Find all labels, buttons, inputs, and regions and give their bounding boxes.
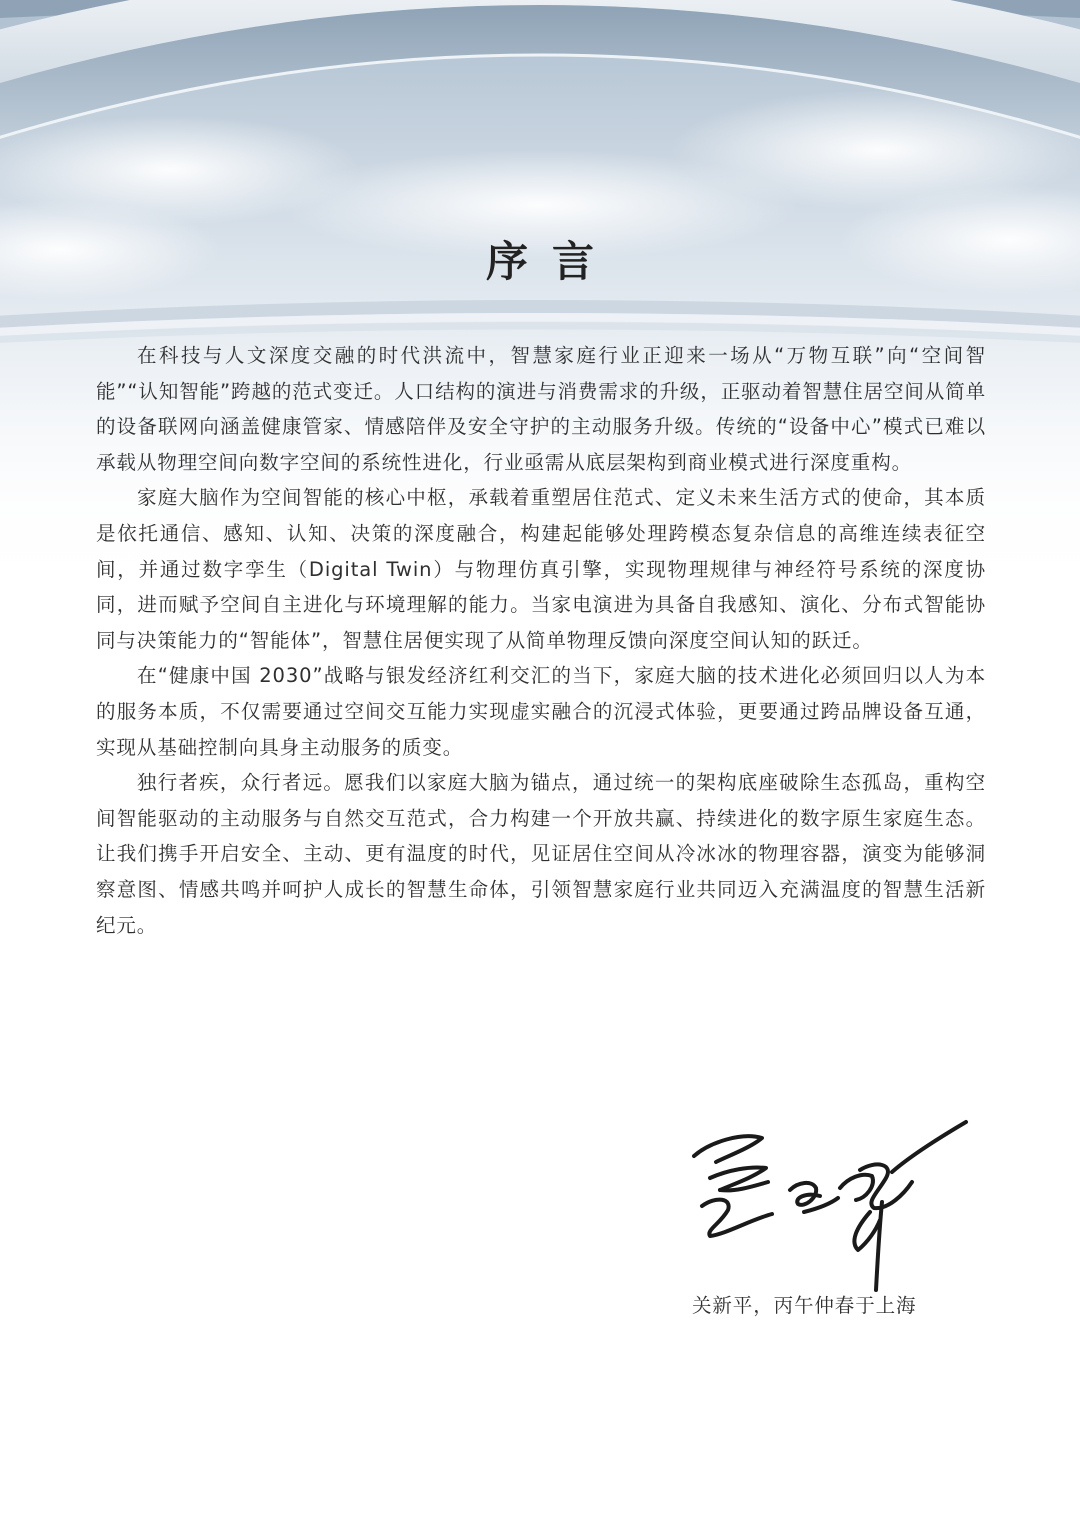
paragraph: 在“健康中国 2030”战略与银发经济红利交汇的当下，家庭大脑的技术进化必须回归以人为本的服务本质，不仅需要通过空间交互能力实现虚实融合的沉浸式体验，更要通过跨品牌设备互通，实现从基础控制向具身主动服务的质变。 xyxy=(96,664,986,759)
handwritten-signature xyxy=(680,1112,980,1302)
paragraph: 家庭大脑作为空间智能的核心中枢，承载着重塑居住范式、定义未来生活方式的使命，其本质是依托通信、感知、认知、决策的深度融合，构建起能够处理跨模态复杂信息的高维连续表征空间，并通过数字孪生（Digital Twin）与物理仿真引擎，实现物理规律与神经符号系统的深度协同，进而赋予空间自主进化与环境理解的能力。当家电演进为具备自我感知、演化、分布式智能协同与决策能力的“智能体”，智慧住居便实现了从简单物理反馈向深度空间认知的跃迁。 xyxy=(96,486,986,652)
document-body xyxy=(96,338,986,943)
paragraph: 独行者疾，众行者远。愿我们以家庭大脑为锚点，通过统一的架构底座破除生态孤岛，重构空间智能驱动的主动服务与自然交互范式，合力构建一个开放共赢、持续进化的数字原生家庭生态。让我们携手开启安全、主动、更有温度的时代，见证居住空间从冷冰冰的物理容器，演变为能够洞察意图、情感共鸣并呵护人成长的智慧生命体，引领智慧家庭行业共同迈入充满温度的智慧生活新纪元。 xyxy=(96,771,986,937)
paragraph: 在科技与人文深度交融的时代洪流中，智慧家庭行业正迎来一场从“万物互联”向“空间智能”“认知智能”跨越的范式变迁。人口结构的演进与消费需求的升级，正驱动着智慧住居空间从简单的设备联网向涵盖健康管家、情感陪伴及安全守护的主动服务升级。传统的“设备中心”模式已难以承载从物理空间向数字空间的系统性进化，行业亟需从底层架构到商业模式进行深度重构。 xyxy=(96,344,986,474)
signature-caption: 关新平，丙午仲春于上海 xyxy=(692,1294,917,1317)
document-title: 序言 xyxy=(485,237,618,286)
